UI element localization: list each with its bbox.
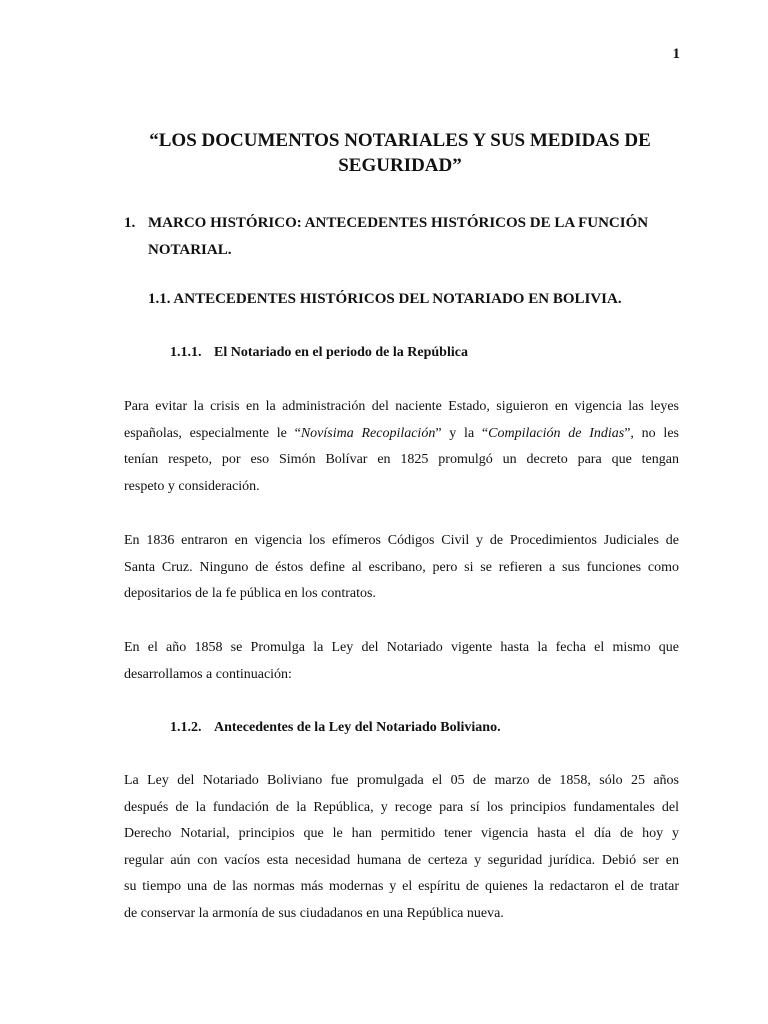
section-heading-1 [124,210,684,264]
section-heading-1-1-2 [170,720,690,736]
paragraph-line: depositarios de la fe pública en los contratos. [124,586,376,601]
paragraph-line: Santa Cruz. Ninguno de éstos define al escribano, pero si se refieren a sus funciones como [124,559,679,575]
paragraph-line: regular aún con vacíos esta necesidad humana de certeza y seguridad jurídica. Debió ser en [124,852,679,868]
section-title: El Notariado en el periodo de la República [214,345,468,360]
section-title: MARCO HISTÓRICO: ANTECEDENTES HISTÓRICOS DE LA FUNCIÓN NOTARIAL. [148,215,649,258]
text-run: ” y la “ [435,425,489,441]
document-title: “LOS DOCUMENTOS NOTARIALES Y SUS MEDIDAS DE SEGURIDAD” [149,130,651,176]
section-heading-1-1-1 [170,345,690,361]
paragraph-line: después de la fundación de la República, y recoge para sí los principios fundamentales del [124,799,679,815]
paragraph-line: Derecho Notarial, principios que le han permitido tener vigencia hasta el día de hoy y [124,826,679,841]
section-number: 1.1.2. [170,720,202,735]
section-number: 1. [124,215,136,231]
section-title: Antecedentes de la Ley del Notariado Boliviano. [214,720,501,735]
paragraph-line: desarrollamos a continuación: [124,666,292,682]
section-heading-1-1: 1.1. ANTECEDENTES HISTÓRICOS DEL NOTARIADO EN BOLIVIA. [148,291,622,307]
paragraph-line: su tiempo una de las normas más modernas y el espíritu de quienes la redactaron el de tratar [124,879,679,894]
paragraph-line: respeto y consideración. [124,478,260,494]
italic-title: Novísima Recopilación [300,425,436,441]
paragraph-line: En el año 1858 se Promulga la Ley del Notariado vigente hasta la fecha el mismo que [124,640,679,655]
italic-title: Compilación de Indias [488,425,625,441]
paragraph [124,768,679,927]
paragraph-line: tenían respeto, por eso Simón Bolívar en 1825 promulgó un decreto para que tengan [124,452,679,467]
text-run: ”, no les [624,425,679,441]
text-run: españolas, especialmente le “ [124,425,301,441]
paragraph-line: de conservar la armonía de sus ciudadanos en una República nueva. [124,905,504,921]
section-number: 1.1.1. [170,345,202,360]
paragraph [124,635,679,688]
paragraph-line: En 1836 entraron en vigencia los efímeros Códigos Civil y de Procedimientos Judiciales de [124,533,679,548]
paragraph [124,394,679,500]
paragraph [124,528,679,608]
page-number: 1 [672,46,680,62]
paragraph-line [124,421,679,448]
paragraph-line: La Ley del Notariado Boliviano fue promulgada el 05 de marzo de 1858, sólo 25 años [124,773,679,788]
paragraph-line: Para evitar la crisis en la administración del naciente Estado, siguieron en vigencia las leyes [124,399,679,414]
